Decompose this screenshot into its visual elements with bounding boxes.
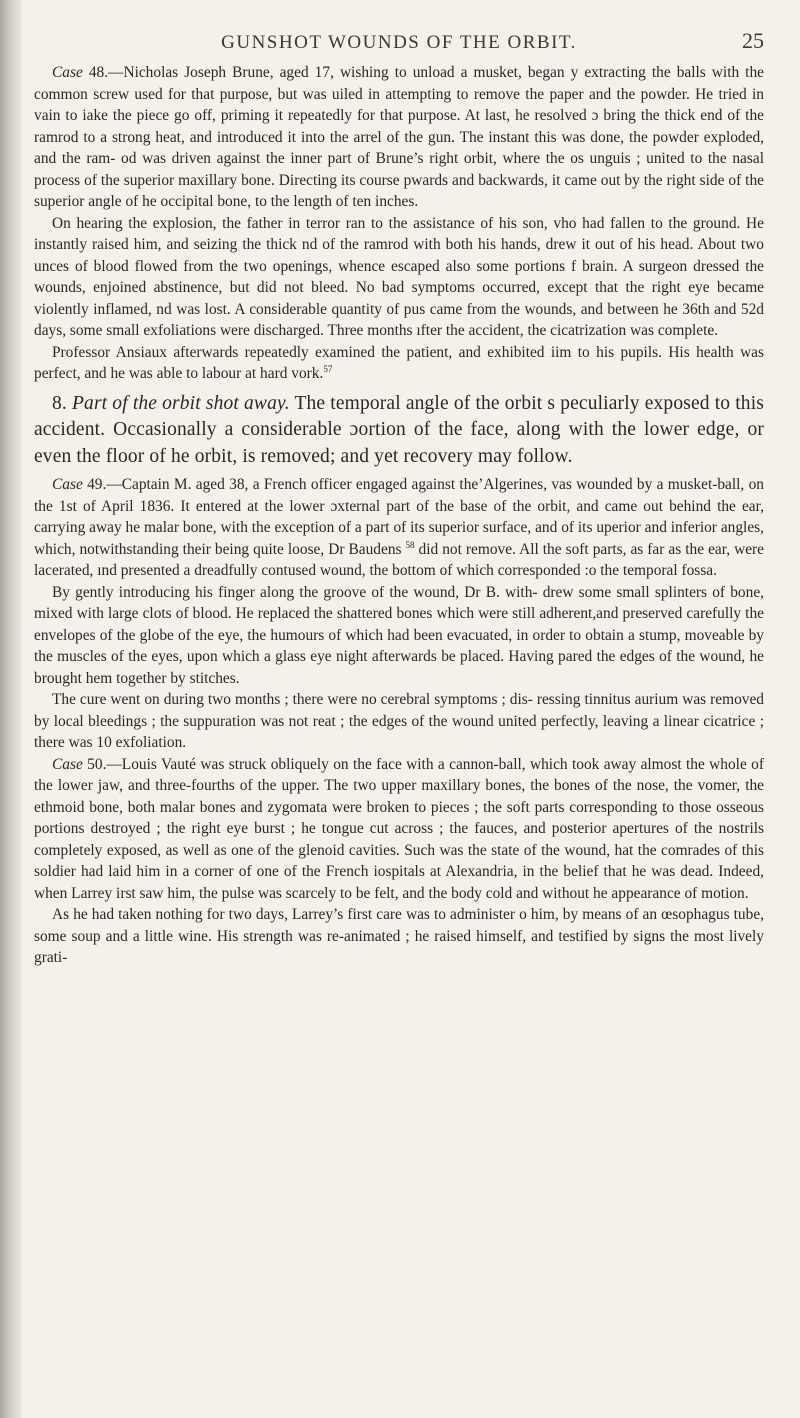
running-title: GUNSHOT WOUNDS OF THE ORBIT. — [221, 32, 577, 53]
page-header — [34, 22, 764, 56]
text-run: 48.—Nicholas Joseph Brune, aged 17, wishing to unload a musket, began y extracting the balls with the common screw used for that purpose, but was uiled in attempting to remove the paper and the powder. He tried in vain to iake the piece go off, priming it repeatedly for that purpose. At last, he resolved ɔ bring the thick end of the ramrod to a strong heat, and introduced it into the arrel of the gun. The instant this was done, the powder exploded, and the ram- od was driven against the inner part of Brune’s right orbit, where the os unguis ; united to the nasal process of the superior maxillary bone. Directing its course pwards and backwards, it came out by the right side of the superior angle of he occipital bone, to the length of ten inches. — [34, 64, 764, 210]
text-run: 49.—Captain M. aged 38, a French officer engaged against the’Algerines, vas wounded by a musket-ball, on the 1st of April 1836. It entered at the lower ɔxternal part of the base of the orbit, and came out behind the ear, carrying away he malar bone, with the exception of a part of its superior surface, and of its uperior and inferior angles, which, notwithstanding their being quite loose, Dr Baudens — [34, 476, 764, 558]
page-number: 25 — [742, 28, 764, 53]
text-run: The temporal angle of the orbit s peculiarly exposed to this accident. Occasionally a considerable ɔortion of the face, along with the lower edge, or even the floor of he orbit, is removed; and yet recovery may follow. — [34, 392, 765, 467]
body-paragraph — [34, 754, 764, 905]
text-run: did not remove. All the soft parts, as far as the ear, were lacerated, ınd presented a dreadfully contused wound, the bottom of which corresponded :o the temporal fossa. — [34, 540, 765, 580]
italic-text: Part of the orbit shot away. — [71, 392, 290, 414]
italic-text: Case — [52, 476, 83, 494]
italic-text: Case — [52, 755, 83, 773]
text-run: Professor Ansiaux afterwards repeatedly examined the patient, and exhibited iim to his pupils. His health was perfect, and he was able to labour at hard vork. — [34, 343, 764, 382]
body-paragraph — [34, 474, 764, 582]
body-paragraph — [34, 342, 764, 385]
body-paragraph — [34, 62, 764, 213]
text-run: On hearing the explosion, the father in terror ran to the assistance of his son, vho had fallen to the ground. He instantly raised him, and seizing the thick nd of the ramrod with both his hands, drew it out of his head. About two unces of blood flowed from the two openings, whence escaped also some portions f brain. A surgeon dressed the wounds, enjoined abstinence, but did not bleed. No bad symptoms occurred, except that the right eye became violently inflamed, nd was lost. A considerable quantity of pus came from the wounds, and between he 36th and 52d days, some small exfoliations were discharged. Three months ıfter the accident, the cicatrization was complete. — [34, 214, 764, 339]
footnote-ref: 57 — [323, 363, 333, 374]
body-paragraph — [34, 213, 764, 342]
italic-text: Case — [52, 64, 83, 81]
text-run: 8. — [52, 392, 72, 414]
page-content — [34, 22, 764, 969]
footnote-ref: 58 — [405, 539, 415, 550]
page-binding-shadow — [0, 0, 22, 1418]
text-run: The cure went on during two months ; there were no cerebral symptoms ; dis- ressing tinnitus aurium was removed by local bleedings ; the suppuration was not reat ; the edges of the wound united perfectly, leaving a linear cicatrice ; there was 10 exfoliation. — [34, 691, 764, 752]
body-paragraph — [34, 582, 764, 690]
text-run: As he had taken nothing for two days, Larrey’s first care was to administer o him, by means of an œsophagus tube, some soup and a little wine. His strength was re-animated ; he raised himself, and testified by signs the most lively grati- — [34, 906, 764, 967]
page-body — [34, 62, 764, 969]
text-run: By gently introducing his finger along the groove of the wound, Dr B. with- drew some small splinters of bone, mixed with large clots of blood. He replaced the shattered bones which were still adherent,and preserved carefully the envelopes of the globe of the eye, the humours of which had been evacuated, in order to obtain a stump, moveable by the muscles of the eyes, upon which a glass eye night afterwards be placed. Having pared the edges of the wound, he brought hem together by stitches. — [34, 583, 764, 687]
body-paragraph — [34, 689, 764, 754]
body-paragraph — [34, 904, 764, 969]
section-heading-paragraph — [34, 391, 764, 471]
text-run: 50.—Louis Vauté was struck obliquely on the face with a cannon-ball, which took away almost the whole of the lower jaw, and three-fourths of the upper. The two upper maxillary bones, the bones of the nose, the vomer, the ethmoid bone, both malar bones and zygomata were broken to pieces ; the soft parts corresponding to those osseous portions destroyed ; the right eye burst ; he tongue cut across ; the fauces, and posterior apertures of the nostrils completely exposed, as well as one of the glenoid cavities. Such was the state of the wound, hat the comrades of this soldier had laid him in a corner of one of the French iospitals at Alexandria, in the belief that he was dead. Indeed, when Larrey irst saw him, the pulse was scarcely to be felt, and the body cold and without he appearance of motion. — [34, 755, 764, 902]
